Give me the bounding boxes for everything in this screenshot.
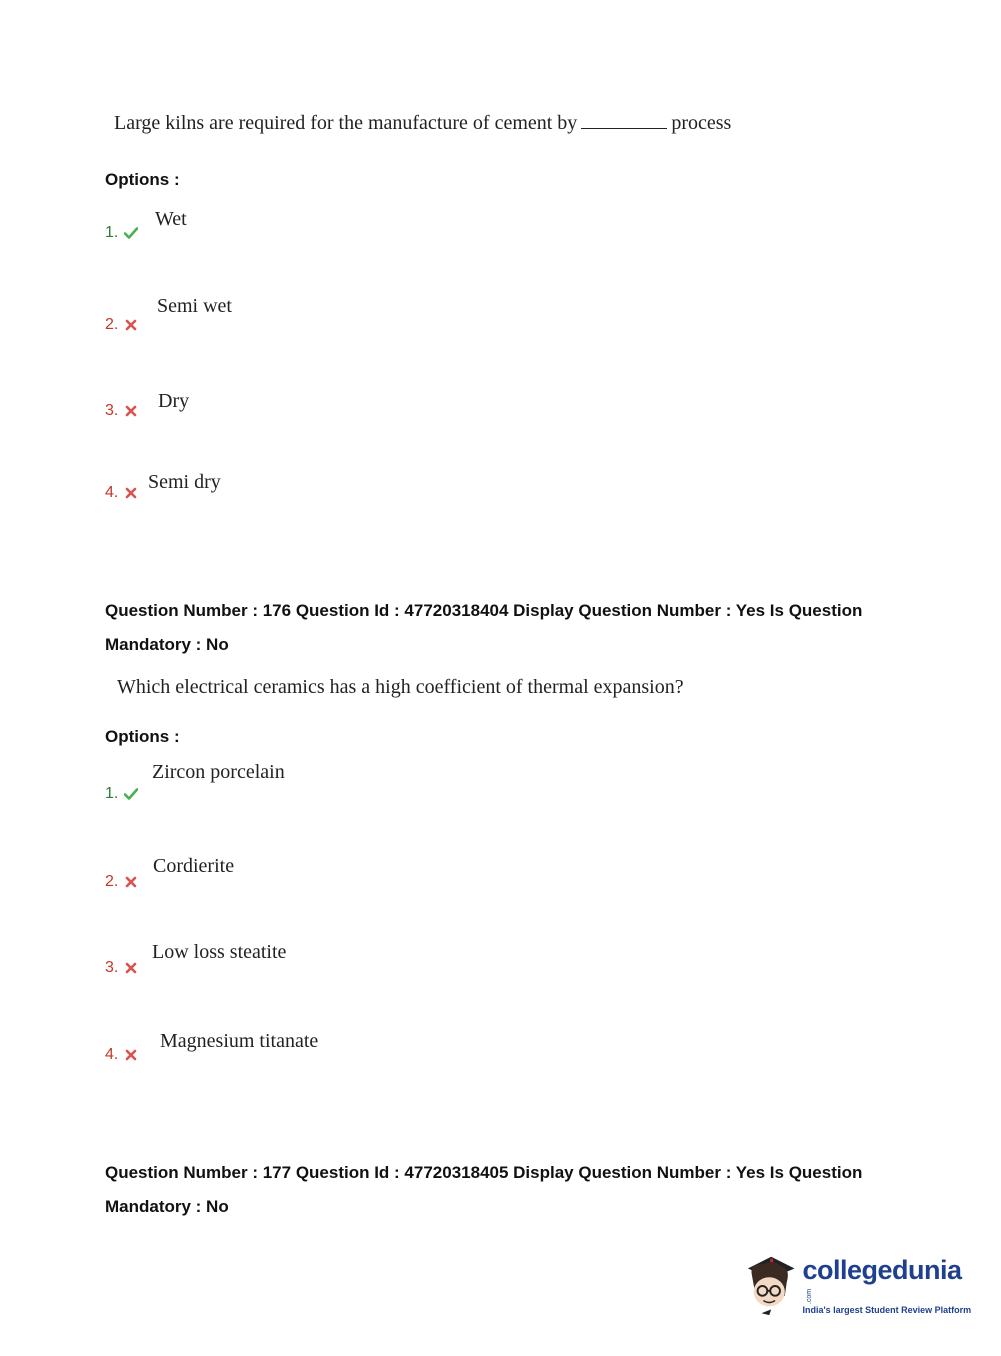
options-label: Options : bbox=[105, 727, 180, 746]
option-text: Semi dry bbox=[148, 471, 221, 493]
collegedunia-logo bbox=[742, 1250, 972, 1320]
option-number: 2. bbox=[105, 316, 138, 334]
question-175-text: Large kilns are required for the manufacture of cement by process bbox=[114, 112, 732, 134]
option-number: 1. bbox=[105, 785, 138, 803]
check-icon bbox=[124, 226, 138, 240]
cross-icon bbox=[124, 1048, 138, 1062]
option-number: 3. bbox=[105, 959, 138, 977]
option-text: Magnesium titanate bbox=[160, 1030, 319, 1052]
check-icon bbox=[124, 787, 138, 801]
mascot-icon bbox=[742, 1252, 798, 1318]
cross-icon bbox=[124, 486, 138, 500]
option-text: Cordierite bbox=[153, 855, 235, 877]
option-number: 1. bbox=[105, 224, 138, 242]
option-number: 2. bbox=[105, 873, 138, 891]
option-number: 3. bbox=[105, 402, 138, 420]
cross-icon bbox=[124, 961, 138, 975]
option-text: Semi wet bbox=[157, 295, 232, 317]
question-meta: Question Number : 177 Question Id : 47720318405 Display Question Number : Yes Is Question bbox=[105, 1163, 863, 1182]
option-text: Low loss steatite bbox=[152, 941, 287, 963]
question-meta: Question Number : 176 Question Id : 47720318404 Display Question Number : Yes Is Question bbox=[105, 601, 863, 620]
option-text: Zircon porcelain bbox=[152, 761, 285, 783]
options-label: Options : bbox=[105, 170, 180, 189]
question-meta: Mandatory : No bbox=[105, 1197, 229, 1216]
option-number: 4. bbox=[105, 484, 138, 502]
cross-icon bbox=[124, 875, 138, 889]
option-text: Wet bbox=[155, 208, 187, 230]
option-number: 4. bbox=[105, 1046, 138, 1064]
brand-tagline: India's largest Student Review Platform bbox=[802, 1305, 972, 1315]
question-meta: Mandatory : No bbox=[105, 635, 229, 654]
question-176-text: Which electrical ceramics has a high coefficient of thermal expansion? bbox=[117, 676, 684, 698]
cross-icon bbox=[124, 318, 138, 332]
brand-name: collegedunia bbox=[802, 1255, 962, 1285]
cross-icon bbox=[124, 404, 138, 418]
answer-blank bbox=[581, 127, 667, 129]
option-text: Dry bbox=[158, 390, 190, 412]
brand-suffix: .com bbox=[806, 1288, 814, 1305]
